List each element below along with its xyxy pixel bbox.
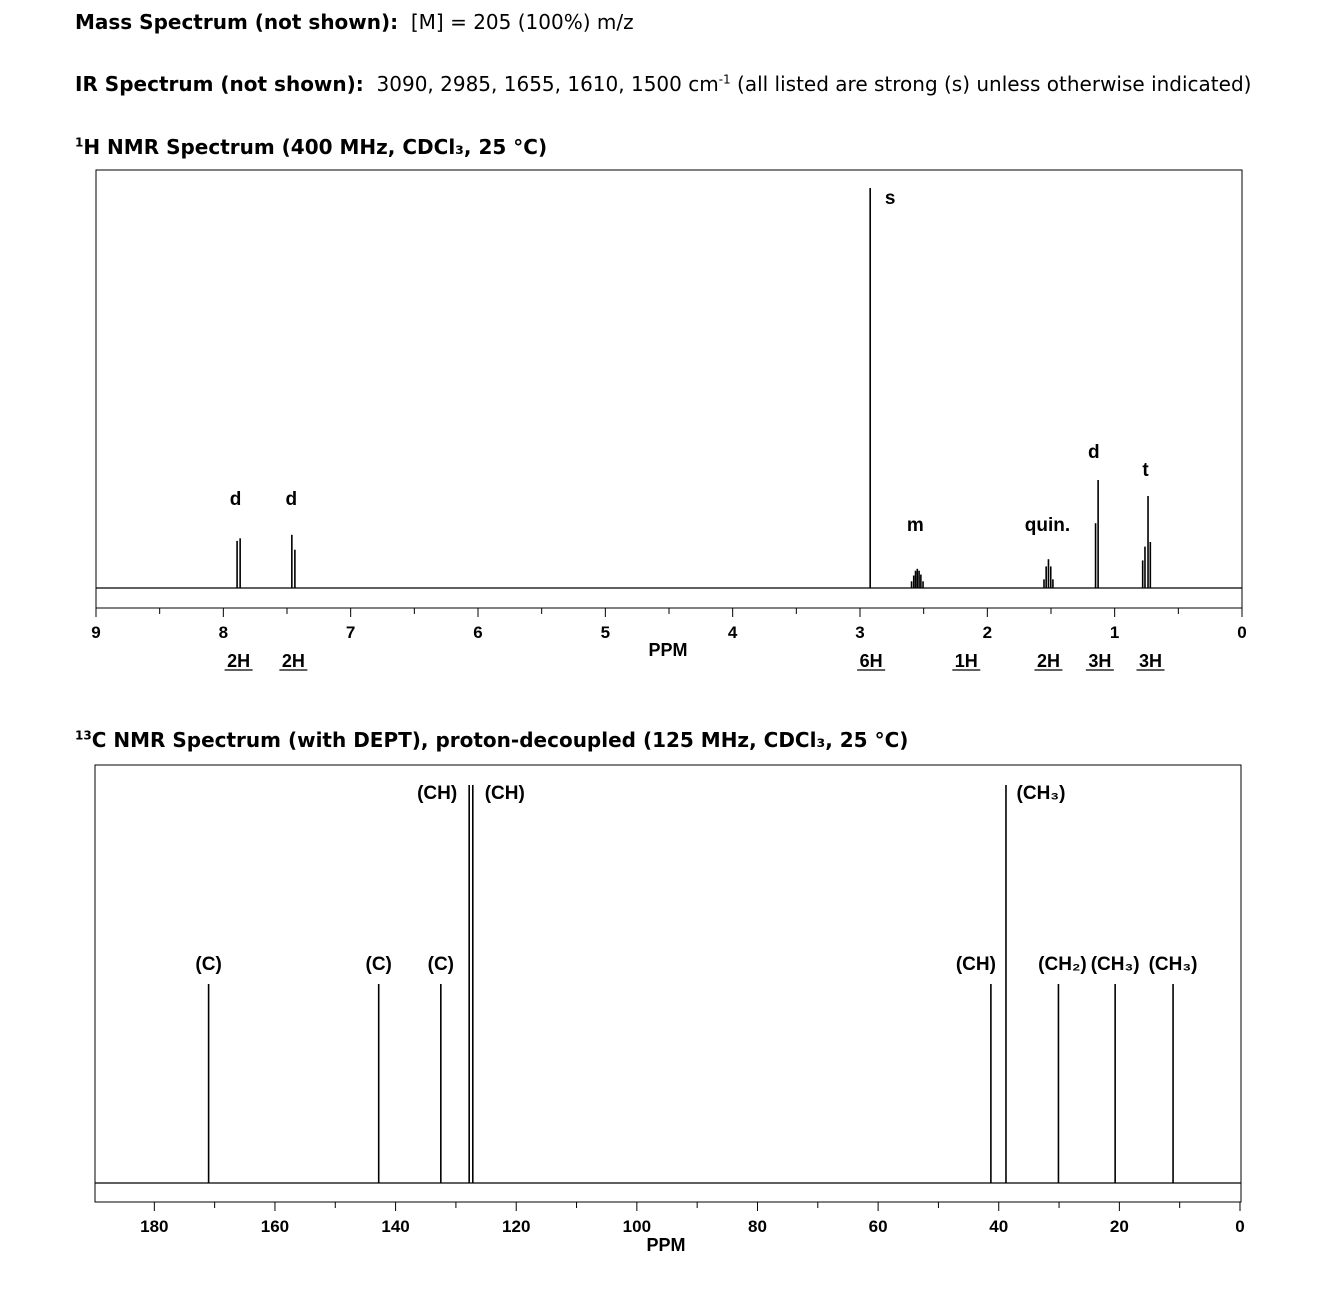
h-nmr-tick-label: 3 [855,623,865,642]
ir-spectrum-value: 3090, 2985, 1655, 1610, 1500 cm [376,72,719,96]
c-nmr-dept-label: (CH) [955,954,996,975]
h-nmr-multiplicity-label: s [884,188,896,209]
c-nmr-tick-label: 80 [748,1217,767,1236]
h-nmr-integration-label: 2H [1036,651,1060,671]
h-nmr-tick-label: 1 [1109,623,1120,642]
c-nmr-tick-label: 100 [622,1217,652,1236]
c-nmr-title-text: C NMR Spectrum (with DEPT), proton-decoupled (125 MHz, CDCl₃, 25 °C) [91,728,909,752]
c-nmr-dept-label: (C) [427,954,455,975]
c-nmr-dept-label: (C) [365,954,392,975]
c-nmr-dept-label: (CH₂) [1038,954,1087,975]
h-nmr-multiplicity-label: t [1142,460,1149,481]
h-nmr-xlabel: PPM [648,640,688,660]
c-nmr-dept-label: (CH₃) [1148,954,1198,975]
h-nmr-integration-label: 2H [227,651,251,671]
h-nmr-integration-label: 2H [281,651,305,671]
c-nmr-tick-label: 20 [1109,1217,1129,1236]
h-nmr-tick-label: 2 [982,623,993,642]
mass-spectrum-value: [M] = 205 (100%) m/z [410,10,634,34]
mass-spectrum-label: Mass Spectrum (not shown): [75,10,399,34]
c-nmr-tick-label: 140 [381,1217,410,1236]
h-nmr-integration-label: 1H [954,651,978,671]
c-nmr-tick-label: 160 [260,1217,290,1236]
h-nmr-multiplicity-label: d [229,488,242,510]
c-nmr-tick-label: 60 [868,1217,888,1236]
c-nmr-dept-label: (CH) [484,783,525,804]
h-nmr-title-text: H NMR Spectrum (400 MHz, CDCl₃, 25 °C) [83,135,548,159]
h-nmr-tick-label: 9 [91,623,101,642]
h-nmr-integration-label: 3H [1088,651,1112,671]
h-nmr-integration-label: 3H [1138,651,1163,671]
c-nmr-tick-label: 0 [1235,1217,1245,1236]
h-nmr-multiplicity-label: d [1088,442,1100,463]
c-nmr-dept-label: (CH₃) [1016,783,1066,804]
h-nmr-multiplicity-label: quin. [1024,515,1071,537]
ir-spectrum-note: (all listed are strong (s) unless otherwise indicated) [730,72,1252,96]
c-nmr-dept-label: (CH₃) [1090,954,1140,975]
c-nmr-frame [95,765,1241,1202]
h-nmr-title-sup: 1 [75,135,84,150]
h-nmr-tick-label: 0 [1237,623,1247,642]
c-nmr-dept-label: (C) [195,954,222,975]
h-nmr-multiplicity-label: d [285,488,298,510]
h-nmr-tick-label: 7 [345,623,356,642]
h-nmr-tick-label: 6 [473,623,483,642]
c-nmr-tick-label: 120 [502,1217,531,1236]
ir-unit-superscript: -1 [718,72,731,87]
h-nmr-tick-label: 4 [727,623,738,642]
h-nmr-tick-label: 5 [600,623,611,642]
h-nmr-integration-label: 6H [859,651,883,671]
c-nmr-dept-label: (CH) [417,783,458,804]
h-nmr-tick-label: 8 [218,623,229,642]
h-nmr-multiplicity-label: m [906,514,924,536]
h-nmr-frame [96,170,1242,608]
c-nmr-title-sup: 13 [75,728,92,743]
c-nmr-xlabel: PPM [646,1235,686,1255]
ir-spectrum-label: IR Spectrum (not shown): [75,72,364,96]
c-nmr-tick-label: 180 [140,1217,169,1236]
c-nmr-tick-label: 40 [989,1217,1009,1236]
